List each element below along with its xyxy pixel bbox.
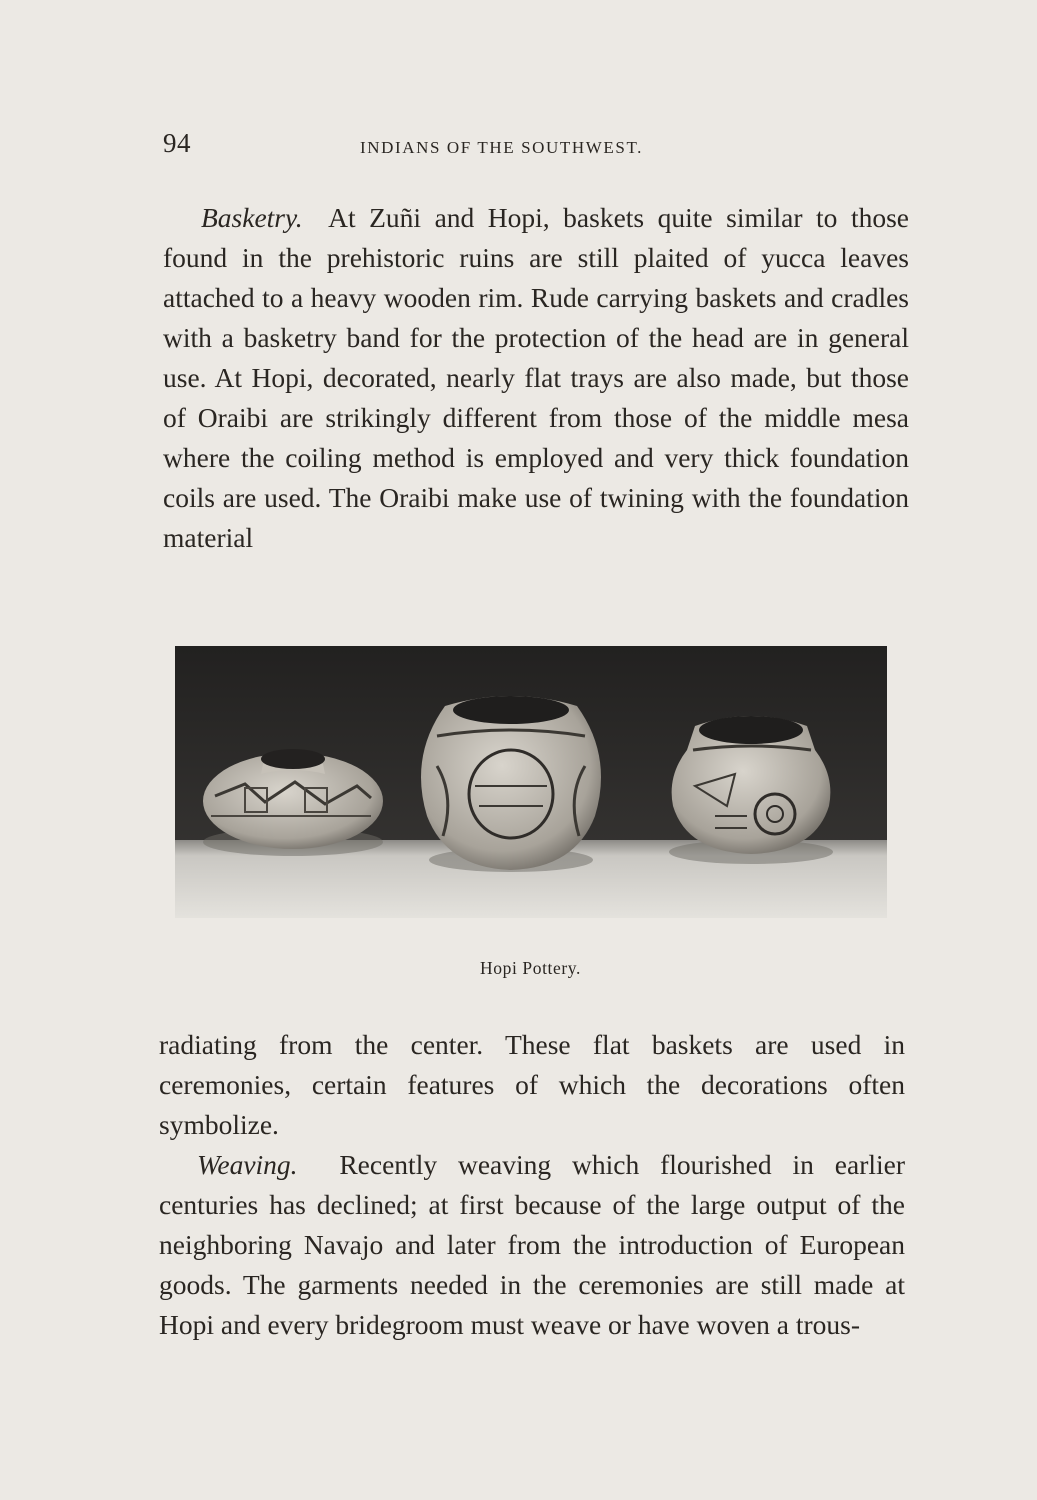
paragraph-basketry xyxy=(163,198,909,558)
paragraph-weaving-text: Recently weaving which flourished in earlier centuries has declined; at first because of the large output of the neighboring Navajo and later from the introduction of European goods. The garments needed in the ceremonies are still made at Hopi and every bridegroom must weave or have woven a trous- xyxy=(159,1149,906,1340)
page-header xyxy=(163,128,909,168)
page-number: 94 xyxy=(163,128,191,158)
tall-pot xyxy=(421,696,601,872)
section-lead-weaving: Weaving. xyxy=(197,1149,298,1180)
hopi-pottery-photo xyxy=(175,646,887,918)
paragraph-weaving xyxy=(159,1145,905,1345)
figure-caption xyxy=(0,958,1037,979)
running-head: INDIANS OF THE SOUTHWEST. xyxy=(360,138,644,157)
figure-caption-text: Hopi Pottery. xyxy=(480,958,581,978)
section-lead-basketry: Basketry. xyxy=(201,202,303,233)
paragraph-continuation: radiating from the center. These flat baskets are used in ceremonies, certain features of which the decorations often symbolize. xyxy=(159,1029,905,1140)
paragraph-basketry-text: At Zuñi and Hopi, baskets quite similar to those found in the prehistoric ruins are still plaited of yucca leaves attached to a heavy wooden rim. Rude carrying baskets and cradles with a basketry band for the protection of the head are in general use. At Hopi, decorated, nearly flat trays are also made, but those of Oraibi are strikingly different from those of the middle mesa where the coiling method is employed and very thick foundation coils are used. The Oraibi make use of twining with the foundation material xyxy=(163,202,909,553)
